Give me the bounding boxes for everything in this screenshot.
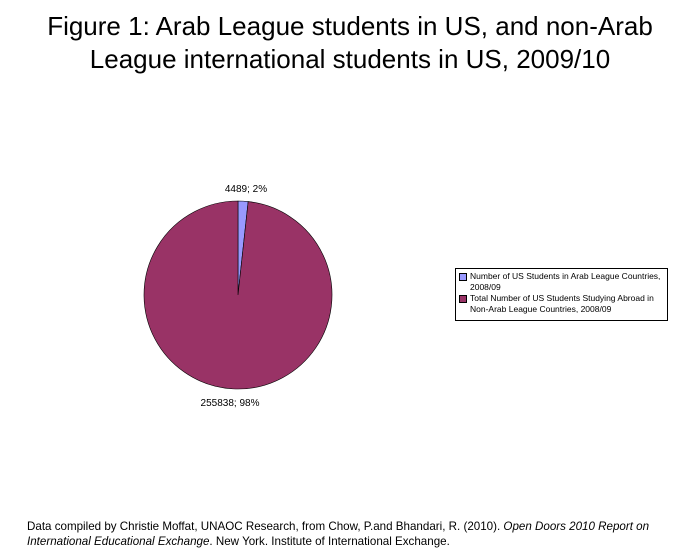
- legend-swatch-non-arab-league: [459, 295, 467, 303]
- legend-label-arab-league-line-1: Number of US Students in Arab League Countries,: [470, 271, 661, 281]
- legend-item-non-arab-league: [459, 293, 664, 314]
- legend-label-non-arab-league-line-2: Non-Arab League Countries, 2008/09: [470, 303, 612, 314]
- source-report-title: Open Doors 2010 Report on International Educational Exchange: [27, 520, 650, 548]
- legend-label-non-arab-league-line-1: Total Number of US Students Studying Abroad in: [470, 293, 654, 303]
- data-label-non-arab-league: 255838; 98%: [200, 398, 260, 409]
- chart-title-line-2: League international students in US, 2009/10: [89, 44, 611, 74]
- legend-swatch-arab-league: [459, 273, 467, 281]
- pie-slice-non-arab-league: [144, 201, 332, 389]
- source-note: [27, 519, 687, 549]
- data-label-arab-league: 4489; 2%: [224, 184, 268, 195]
- source-text-1: Data compiled by Christie Moffat, UNAOC Research, from Chow, P.and Bhandari, R. (2010).: [27, 520, 504, 533]
- legend-label-arab-league-line-2: 2008/09: [470, 281, 501, 292]
- chart-title-line-1: Figure 1: Arab League students in US, and non-Arab: [47, 11, 653, 41]
- source-text-2: . New York. Institute of International Exchange.: [209, 535, 450, 548]
- legend-item-arab-league: [459, 271, 664, 292]
- chart-legend: [455, 268, 668, 321]
